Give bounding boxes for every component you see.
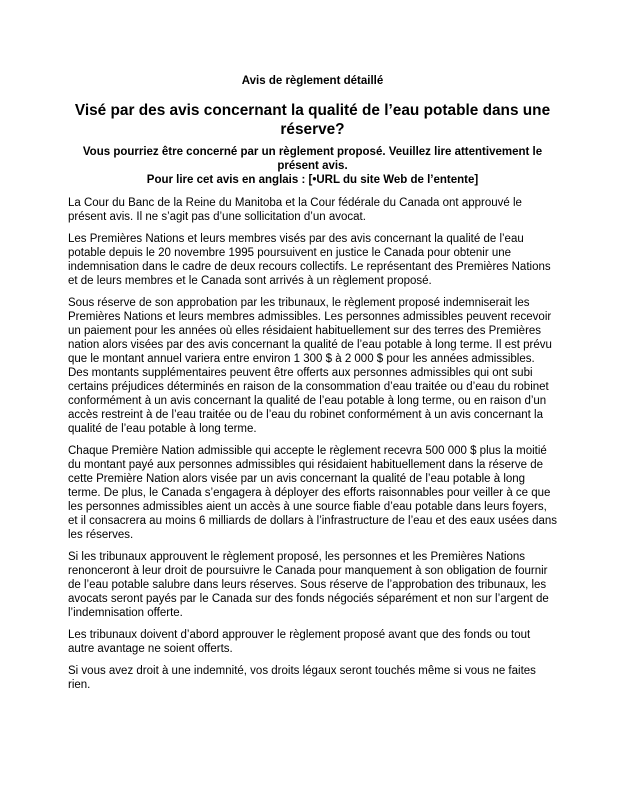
english-version-url-line: Pour lire cet avis en anglais : [•URL du site Web de l’entente] bbox=[146, 174, 479, 186]
paragraph-court-approval: La Cour du Banc de la Reine du Manitoba et la Cour fédérale du Canada ont approuvé le présent avis. Il ne s’agit pas d’une sollicitation d’un avocat. bbox=[68, 197, 522, 223]
paragraph-legal-rights-affected: Si vous avez droit à une indemnité, vos droits légaux seront touchés même si vous ne faites rien. bbox=[68, 665, 536, 691]
paragraph-individual-compensation: Sous réserve de son approbation par les tribunaux, le règlement proposé indemniserait les Premières Nations et leurs membres admissibles. Les personnes admissibles peuvent recevoir un paiement pour les années où elles résidaient habituellement sur des terres des Premières nation alors visées par des avis concernant la qualité de l’eau potable à long terme. Il est prévu que le montant annuel variera entre environ 1 300 $ à 2 000 $ pour les années admissibles. Des montants supplémentaires peuvent être offerts aux personnes admissibles qui ont subi certains préjudices déterminés en raison de la consommation d’eau traitée ou d’eau du robinet conformément à un avis concernant la qualité de l’eau potable à long terme, ou en raison d’un accès restreint à de l’eau traitée ou de l’eau du robinet conformément à un avis concernant la qualité de l’eau potable à long terme. bbox=[68, 297, 552, 435]
notice-instruction: Vous pourriez être concerné par un règlement proposé. Veuillez lire attentivement le présent avis. bbox=[82, 146, 543, 172]
document-body bbox=[68, 196, 557, 692]
document-title: Avis de règlement détaillé bbox=[241, 75, 384, 87]
main-heading: Visé par des avis concernant la qualité de l’eau potable dans une réserve? bbox=[74, 102, 551, 138]
paragraph-lawsuit-background: Les Premières Nations et leurs membres visés par des avis concernant la qualité de l’eau potable depuis le 20 novembre 1995 poursuivent en justice le Canada pour obtenir une indemnisation dans le cadre de deux recours collectifs. Le représentant des Premières Nations et de leurs membres et le Canada sont arrivés à un règlement proposé. bbox=[68, 233, 551, 287]
paragraph-first-nation-compensation: Chaque Première Nation admissible qui accepte le règlement recevra 500 000 $ plus la moitié du montant payé aux personnes admissibles qui résidaient habituellement dans la réserve de cette Première Nation alors visée par un avis concernant la qualité de l’eau potable à long terme. De plus, le Canada s’engagera à déployer des efforts raisonnables pour veiller à ce que les personnes admissibles aient un accès à une source fiable d’eau potable dans leurs foyers, et il consacrera au moins 6 milliards de dollars à l’infrastructure de l’eau et des eaux usées dans les réserves. bbox=[68, 445, 558, 541]
paragraph-court-approval-required: Les tribunaux doivent d’abord approuver le règlement proposé avant que des fonds ou tout autre avantage ne soient offerts. bbox=[68, 629, 531, 655]
document-header bbox=[68, 74, 557, 187]
paragraph-rights-waiver: Si les tribunaux approuvent le règlement proposé, les personnes et les Premières Nations renonceront à leur droit de poursuivre le Canada pour manquement à son obligation de fournir de l’eau potable salubre dans leurs réserves. Sous réserve de l’approbation des tribunaux, les avocats seront payés par le Canada sur des fonds négociés séparément et non sur l’argent de l’indemnisation offerte. bbox=[68, 551, 549, 619]
